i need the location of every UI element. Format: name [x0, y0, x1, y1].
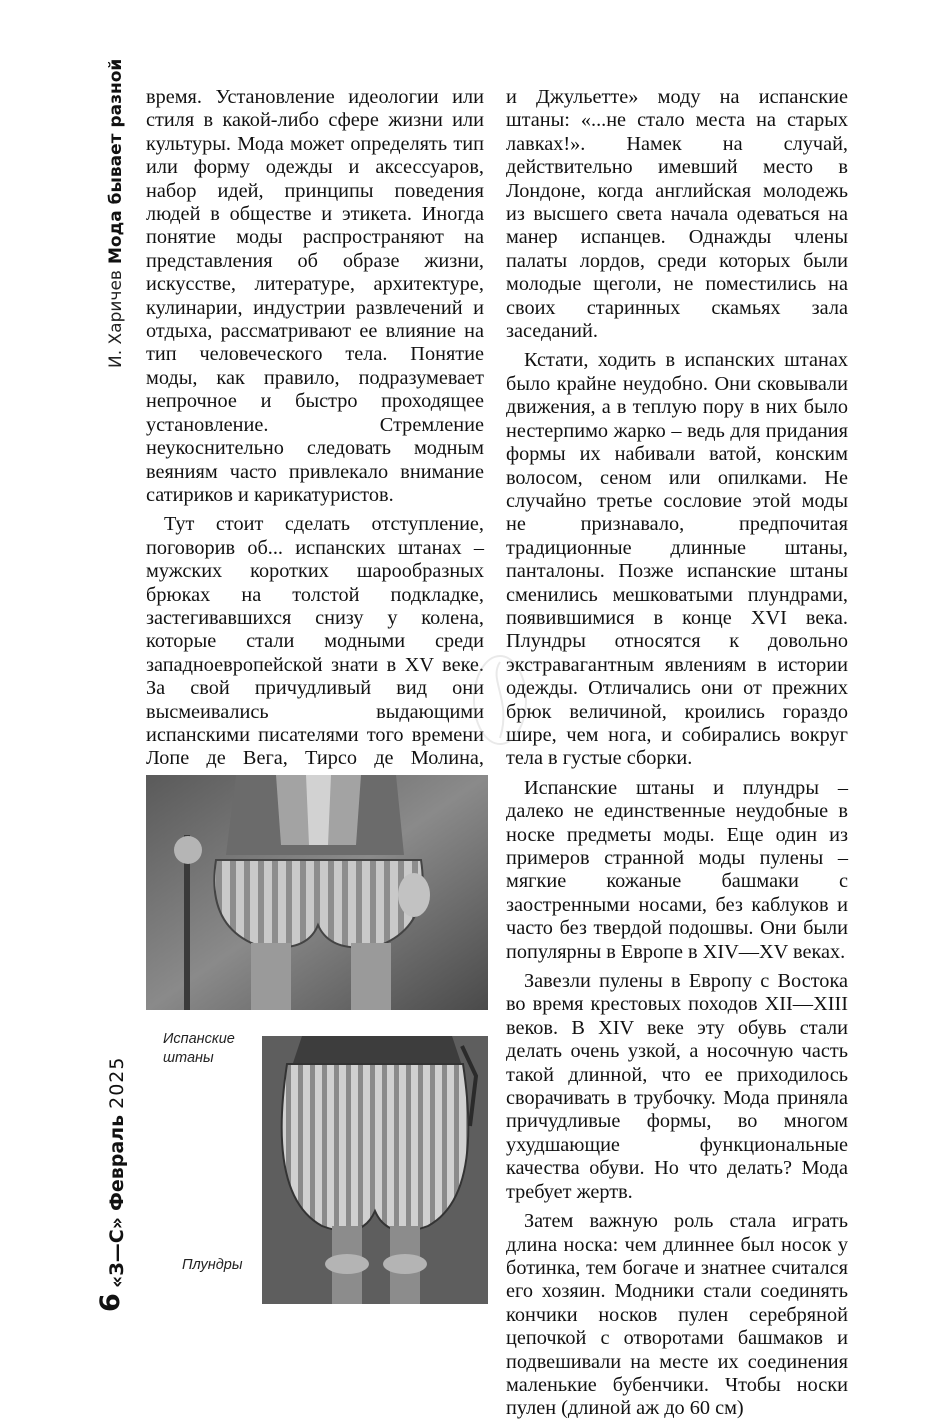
- watermark-seal: [470, 650, 530, 750]
- paragraph: Завезли пулены в Европу с Востока во время крестовых походов XII—XIII веков. В XIV веке эту обувь стали делать очень узкой, а носочную часть такой длинной, что ее приходилось сворачивать в трубочку. Мода приняла причудливые формы, во многом ухудшающие функциональные качества обуви. Но что делать? Мода требует жертв.: [506, 970, 848, 1203]
- paragraph: Тут стоит сделать отступление, поговорив об... испанских штанах – мужских коротких шарообразных брюках на толстой подкладке, застегивавшихся снизу у колена, которые стали модными среди западноевропейской знати в XV веке. За свой причудливый вид они высмеивались выдающими испанскими писателями того времени Лопе де Вега, Тирсо де Молина,: [146, 513, 484, 770]
- author-name: И. Харичев: [106, 270, 126, 368]
- paragraph: Испанские штаны и плундры – далеко не единственные неудобные в носке предметы моды. Еще один из примеров странной моды пулены – мягкие кожаные башмаки с заостренными носами, без каблуков и часто без твердой подошвы. Они были популярны в Европе в XIV—XV веках.: [506, 776, 848, 963]
- image-caption: Плундры: [182, 1257, 243, 1273]
- paragraph: Затем важную роль стала играть длина носка: чем длиннее был носок у ботинка, тем богаче и знатнее считался его хозяин. Модники стали соединять кончики носков пулен серебряной цепочкой с отворотами башмаков и подвешивали на месте их соединения маленькие бубенчики. Чтобы носки пулен (длиной аж до 60 см): [506, 1210, 848, 1420]
- spanish-breeches-image: [146, 775, 488, 1010]
- issue-year: 2025: [106, 1056, 128, 1109]
- image-caption: Испанские штаны: [163, 1031, 235, 1066]
- left-column: [146, 86, 484, 888]
- running-footer: [102, 1008, 132, 1288]
- issue-month: Февраль: [106, 1114, 128, 1211]
- paragraph: время. Установление идеологии или стиля в какой-либо сфере жизни или культуры. Мода может определять тип или форму одежды и аксессуаров, набор идей, принципы поведения людей в обществе и этикета. Иногда понятие моды распространяют на представления об образе жизни, искусстве, литературе, архитектуре, кулинарии, индустрии развлечений и отдыха, рассматривают ее влияние на тип человеческого тела. Понятие моды, как правило, подразумевает непрочное и быстро проходящее установление. Стремление неукоснительно следовать модным веяниям часто привлекало внимание сатириков и карикатуристов.: [146, 86, 484, 506]
- article-rubric: Мода бывает разной: [106, 58, 126, 265]
- page-number: 6: [95, 1293, 126, 1312]
- journal-name: «З—С»: [106, 1217, 128, 1288]
- paragraph: и Джульетте» моду на испанские штаны: «...не стало места на старых лавках!». Намек на случай, действительно имевший место в Лондоне, когда английская молодежь из высшего света начала одеваться на манер испанцев. Однажды члены палаты лордов, среди которых были молодые щеголи, не поместились на своих старинных скамьях зала заседаний.: [506, 86, 848, 343]
- right-column: [506, 86, 848, 1421]
- paragraph: Кстати, ходить в испанских штанах было крайне неудобно. Они сковывали движения, а в теплую пору в них было нестерпимо жарко – ведь для придания формы их набивали ватой, конским волосом, сеном или опилками. Не случайно третье сословие этой моды не признавало, предпочитая традиционные длинные штаны, панталоны. Позже испанские штаны сменились мешковатыми плундрами, появившимися в конце XVI века. Плундры относятся к довольно экстравагантным явлениям в истории одежды. Отличались они от прежних брюк величиной, кроились гораздо шире, чем нога, и собирались вокруг тела в густые сборки.: [506, 349, 848, 770]
- pluderhose-image: [262, 1036, 488, 1304]
- running-header: [102, 58, 130, 368]
